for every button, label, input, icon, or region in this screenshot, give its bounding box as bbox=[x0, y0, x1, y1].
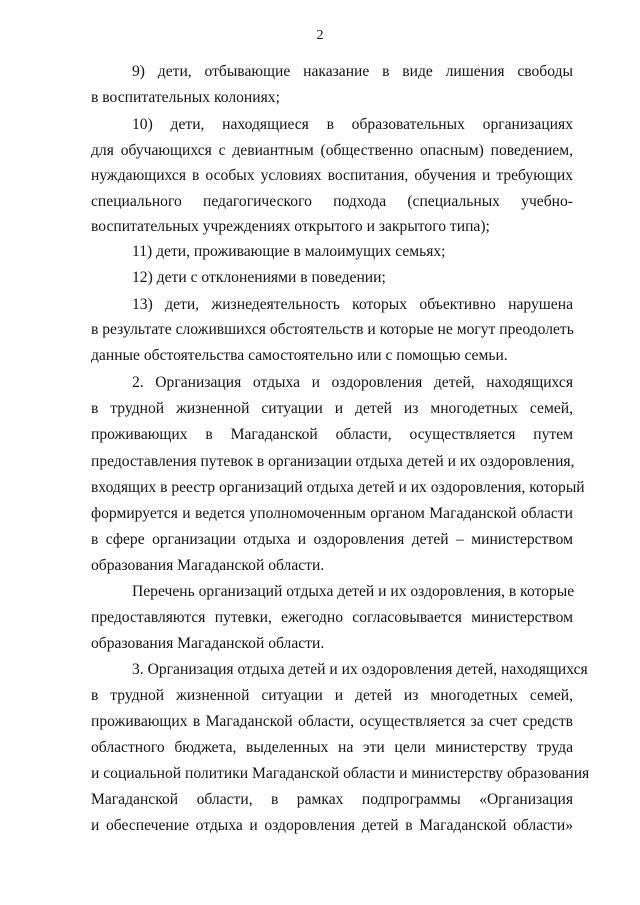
text-line: образования Магаданской области. bbox=[91, 557, 325, 574]
text-line: в воспитательных колониях; bbox=[91, 89, 280, 106]
text-line: в результате сложившихся обстоятельств и которые не могут преодолеть bbox=[91, 321, 574, 338]
text-line: и социальной политики Магаданской области и министерству образования bbox=[91, 765, 590, 782]
text-line: данные обстоятельства самостоятельно или с помощью семьи. bbox=[91, 347, 508, 364]
text-line: 2. Организация отдыха и оздоровления детей, находящихся bbox=[132, 374, 573, 391]
text-line: входящих в реестр организаций отдыха детей и их оздоровления, который bbox=[91, 479, 585, 496]
text-line: специального педагогического подхода (специальных учебно- bbox=[91, 193, 573, 210]
text-line: областного бюджета, выделенных на эти цели министерству труда bbox=[91, 739, 573, 756]
text-line: 3. Организация отдыха детей и их оздоровления детей, находящихся bbox=[132, 661, 588, 678]
text-line: проживающих в Магаданской области, осуществляется за счет средств bbox=[91, 713, 573, 730]
text-line: предоставляются путевки, ежегодно согласовывается министерством bbox=[91, 609, 573, 626]
text-line: в трудной жизненной ситуации и детей из многодетных семей, bbox=[91, 400, 573, 417]
text-line: нуждающихся в особых условиях воспитания, обучения и требующих bbox=[91, 167, 573, 184]
text-line: Перечень организаций отдыха детей и их оздоровления, в которые bbox=[132, 583, 575, 600]
text-line: воспитательных учреждениях открытого и закрытого типа); bbox=[91, 218, 490, 235]
text-line: для обучающихся с девиантным (общественно опасным) поведением, bbox=[91, 142, 573, 159]
text-line: Магаданской области, в рамках подпрограммы «Организация bbox=[91, 791, 573, 808]
text-line: предоставления путевок в организации отдыха детей и их оздоровления, bbox=[91, 453, 575, 470]
page-number: 2 bbox=[316, 28, 324, 43]
text-line: 11) дети, проживающие в малоимущих семьях; bbox=[132, 243, 446, 260]
text-line: 13) дети, жизнедеятельность которых объективно нарушена bbox=[132, 296, 573, 313]
text-line: 12) дети с отклонениями в поведении; bbox=[132, 269, 386, 286]
text-line: в сфере организации отдыха и оздоровления детей – министерством bbox=[91, 531, 573, 548]
text-line: образования Магаданской области. bbox=[91, 635, 325, 652]
text-line: проживающих в Магаданской области, осуществляется путем bbox=[91, 426, 573, 443]
text-line: и обеспечение отдыха и оздоровления детей в Магаданской области» bbox=[91, 817, 573, 834]
text-line: 9) дети, отбывающие наказание в виде лишения свободы bbox=[132, 63, 573, 80]
text-line: в трудной жизненной ситуации и детей из многодетных семей, bbox=[91, 687, 573, 704]
text-line: формируется и ведется уполномоченным органом Магаданской области bbox=[91, 505, 573, 522]
text-line: 10) дети, находящиеся в образовательных организациях bbox=[132, 116, 573, 133]
